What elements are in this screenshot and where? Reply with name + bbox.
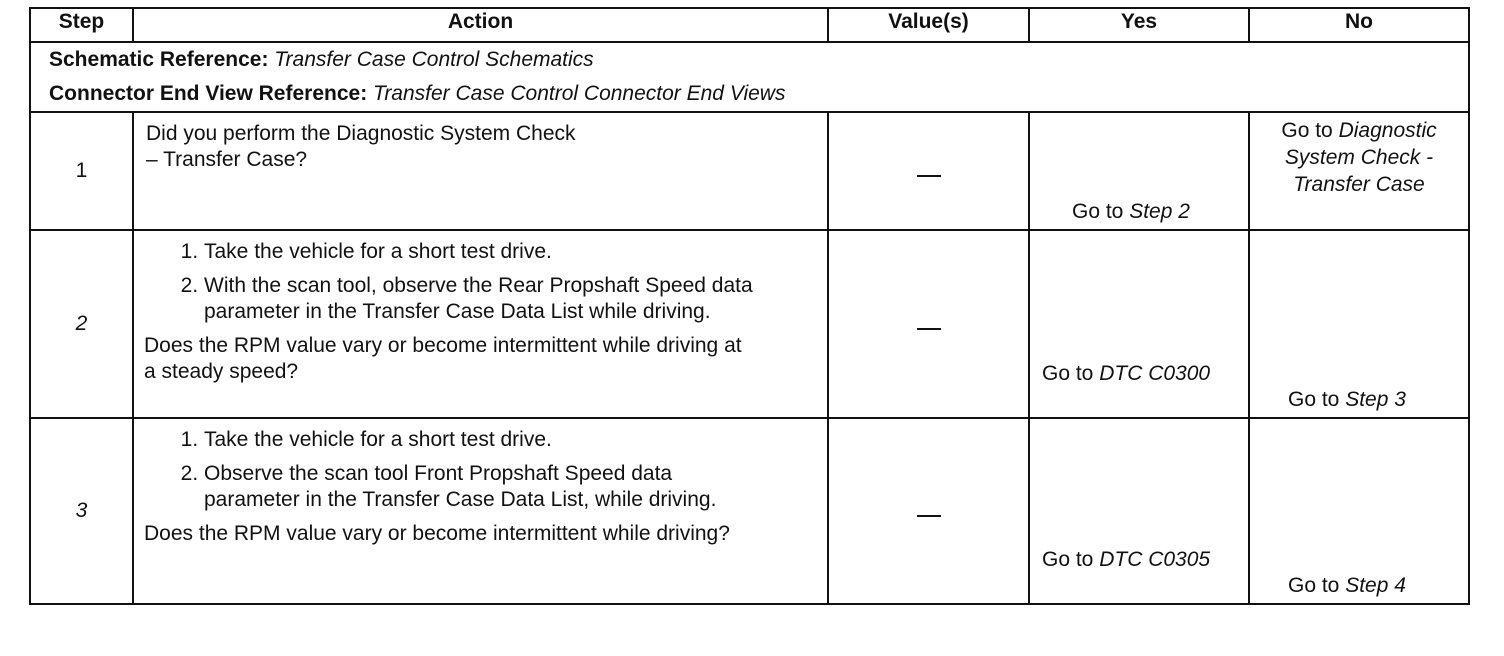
value-dash [917, 515, 941, 517]
substep-list [146, 239, 819, 325]
reference-row [30, 42, 1469, 112]
header-no: No [1249, 8, 1469, 42]
no-cell [1249, 112, 1469, 230]
reference-cell [30, 42, 1469, 112]
table-row [30, 418, 1469, 604]
yes-goto[interactable]: Go to DTC C0305 [1042, 548, 1211, 571]
no-goto-target-line1[interactable]: Diagnostic [1338, 119, 1437, 142]
step-cell [30, 418, 133, 604]
header-step: Step [30, 8, 133, 42]
header-values: Value(s) [828, 8, 1029, 42]
value-cell [828, 230, 1029, 418]
action-question: Did you perform the Diagnostic System Check – Transfer Case? [146, 122, 576, 171]
no-goto-target-line2[interactable]: System Check - [1284, 146, 1434, 169]
action-question: Does the RPM value vary or become intermittent while driving at a steady speed? [144, 334, 742, 383]
no-goto-target-line3[interactable]: Transfer Case [1293, 173, 1425, 196]
step-number: 3 [75, 499, 88, 522]
yes-cell [1029, 112, 1249, 230]
table-row [30, 112, 1469, 230]
value-dash [917, 328, 941, 330]
no-goto[interactable]: Go to Diagnostic System Check - Transfer Case [1281, 119, 1437, 196]
table-row [30, 230, 1469, 418]
yes-goto-target[interactable]: Step 2 [1129, 200, 1190, 223]
step-number: 2 [75, 312, 88, 335]
no-cell [1249, 230, 1469, 418]
yes-cell [1029, 230, 1249, 418]
step-cell [30, 112, 133, 230]
no-cell [1249, 418, 1469, 604]
header-row [30, 8, 1469, 42]
diagnostic-table [29, 7, 1470, 605]
yes-cell [1029, 418, 1249, 604]
connector-reference-label: Connector End View Reference: [49, 82, 368, 105]
yes-goto-target[interactable]: DTC C0300 [1099, 362, 1211, 385]
substep: 1. Take the vehicle for a short test drive. [204, 427, 819, 453]
yes-goto[interactable]: Go to Step 2 [1072, 200, 1190, 223]
header-yes: Yes [1029, 8, 1249, 42]
no-goto-target[interactable]: Step 3 [1345, 388, 1406, 411]
no-goto[interactable]: Go to Step 4 [1288, 574, 1406, 597]
substep: 1. Take the vehicle for a short test drive. [204, 239, 819, 265]
yes-goto[interactable]: Go to DTC C0300 [1042, 362, 1211, 385]
value-cell [828, 112, 1029, 230]
value-cell [828, 418, 1029, 604]
schematic-reference-label: Schematic Reference: [49, 48, 269, 71]
connector-reference-link[interactable]: Transfer Case Control Connector End Views [373, 82, 786, 105]
substep: 2. Observe the scan tool Front Propshaft Speed data parameter in the Transfer Case Data List, while driving. [204, 461, 819, 513]
action-question: Does the RPM value vary or become intermittent while driving? [144, 522, 730, 545]
action-cell [133, 418, 828, 604]
substep: 2. With the scan tool, observe the Rear Propshaft Speed data parameter in the Transfer Case Data List while driving. [204, 273, 819, 325]
no-goto[interactable]: Go to Step 3 [1288, 388, 1406, 411]
step-number: 1 [75, 159, 88, 182]
no-goto-target[interactable]: Step 4 [1345, 574, 1406, 597]
action-cell [133, 112, 828, 230]
connector-reference [31, 77, 1468, 111]
substep-list [146, 427, 819, 513]
schematic-reference [31, 43, 1468, 77]
schematic-reference-link[interactable]: Transfer Case Control Schematics [274, 48, 594, 71]
step-cell [30, 230, 133, 418]
header-action: Action [133, 8, 828, 42]
value-dash [917, 175, 941, 177]
action-cell [133, 230, 828, 418]
yes-goto-target[interactable]: DTC C0305 [1099, 548, 1211, 571]
